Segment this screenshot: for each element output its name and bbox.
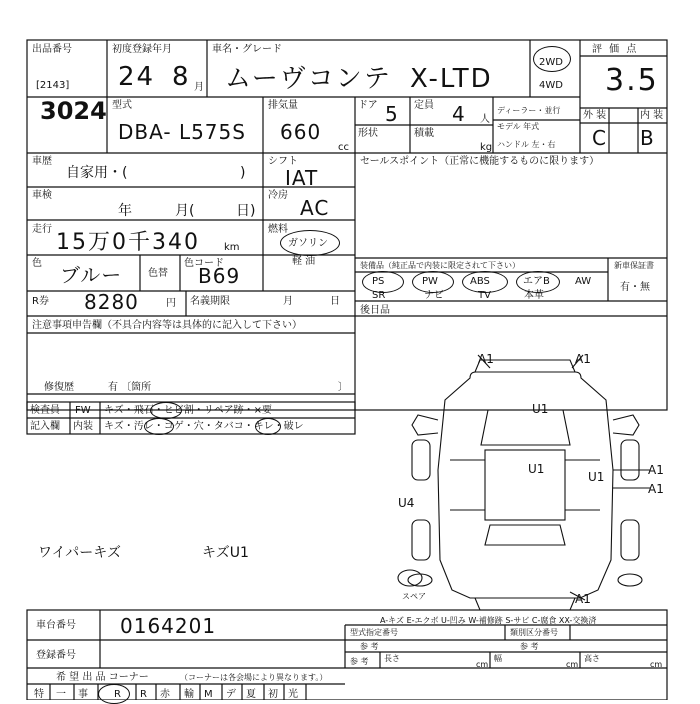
mileage: 15万0千340 bbox=[56, 230, 200, 255]
capacity-label: 定員 bbox=[414, 100, 434, 111]
corner-item-9: 初 bbox=[268, 689, 278, 700]
inspector-row2: キズ・汚レ・コゲ・穴・タバコ・キレ・破レ bbox=[104, 421, 304, 432]
first-reg-month: 8 bbox=[172, 62, 191, 92]
recycle-label: R券 bbox=[32, 296, 49, 307]
mark-u4-left: U4 bbox=[398, 496, 415, 510]
stain-circle bbox=[144, 418, 174, 435]
drive-2wd-circle bbox=[533, 46, 571, 72]
color-code-label: 色コード bbox=[184, 258, 224, 269]
capacity: 4 bbox=[452, 102, 466, 126]
first-reg-label: 初度登録年月 bbox=[112, 44, 172, 55]
mark-a1-front-left: A1 bbox=[478, 352, 494, 366]
corner-note: （コーナーは各会場により異なります。） bbox=[180, 673, 328, 682]
displacement-label: 排気量 bbox=[268, 100, 298, 111]
usage-label: 車歴 bbox=[32, 156, 52, 167]
interior-label: 内 装 bbox=[640, 110, 664, 121]
sales-point-label: セールスポイント（正常に機能するものに限ります） bbox=[360, 156, 600, 167]
inspection-year: 年 bbox=[118, 203, 132, 219]
km-unit: km bbox=[224, 242, 240, 253]
fuel-gas: ガソリン bbox=[288, 238, 328, 249]
ac-value: AC bbox=[300, 196, 330, 220]
corner-item-5: 輸 bbox=[184, 689, 194, 700]
note-line-2: キズU1 bbox=[202, 545, 249, 561]
corner-item-r: R bbox=[114, 689, 121, 700]
person-unit: 人 bbox=[480, 114, 490, 125]
corner-item-6: M bbox=[204, 689, 213, 700]
mark-u1-roof: U1 bbox=[528, 462, 545, 476]
repair-close: 〕 bbox=[338, 382, 348, 393]
equip-sr: SR bbox=[372, 290, 386, 301]
fuel-label: 燃料 bbox=[268, 224, 288, 235]
inspector-interior: 内装 bbox=[73, 421, 93, 432]
model-year-label: モデル 年式 bbox=[497, 122, 540, 131]
spare-label: スペア bbox=[402, 592, 426, 601]
usage-close: ) bbox=[240, 165, 246, 181]
lot-label: 出品番号 bbox=[32, 44, 72, 55]
type-cert-label: 型式指定番号 bbox=[350, 628, 398, 637]
usage: 自家用・( bbox=[66, 165, 128, 181]
height-label: 高さ bbox=[584, 654, 600, 663]
kg-unit: kg bbox=[480, 142, 493, 153]
car-diagram bbox=[398, 352, 650, 610]
equipment-label: 装備品（純正品で内装に限定されて下さい） bbox=[360, 261, 520, 270]
corner-item-1: 一 bbox=[56, 689, 66, 700]
doors: 5 bbox=[385, 102, 399, 126]
drive-4wd: 4WD bbox=[539, 80, 563, 91]
equip-abs: ABS bbox=[470, 276, 490, 287]
notes-label: 注意事項申告欄（不具合内容等は具体的に記入して下さい） bbox=[32, 320, 302, 331]
drive-2wd: 2WD bbox=[539, 57, 563, 68]
length-cm: cm bbox=[476, 660, 489, 669]
mark-u1-right: U1 bbox=[588, 470, 605, 484]
color-code: B69 bbox=[198, 264, 241, 288]
recycle-value: 8280 bbox=[84, 290, 139, 314]
lot-small: [2143] bbox=[36, 80, 70, 91]
displacement: 660 bbox=[280, 120, 322, 144]
type-cert-ref: 参 考 bbox=[360, 642, 379, 651]
equip-leather: 本革 bbox=[524, 290, 544, 301]
aftermarket-label: 後日品 bbox=[360, 305, 390, 316]
corner-label: 希 望 出 品 コーナー bbox=[56, 672, 149, 683]
shape-label: 形状 bbox=[358, 128, 378, 139]
corner-item-0: 特 bbox=[34, 689, 44, 700]
inspection-day: 日) bbox=[236, 203, 256, 219]
repair-value: 有 〔箇所 bbox=[108, 382, 152, 393]
inspection-label: 車検 bbox=[32, 190, 52, 201]
interior-grade: B bbox=[640, 126, 655, 150]
corner-item-2: 事 bbox=[78, 689, 88, 700]
corner-circle bbox=[98, 684, 130, 704]
reg-label: 登録番号 bbox=[36, 650, 76, 661]
height-cm: cm bbox=[650, 660, 663, 669]
class-label: 類別区分番号 bbox=[510, 628, 558, 637]
model: DBA- L575S bbox=[118, 120, 246, 144]
color-label: 色 bbox=[32, 258, 42, 269]
width-cm: cm bbox=[566, 660, 579, 669]
equip-navi: ナビ bbox=[424, 290, 444, 301]
color-value: ブルー bbox=[60, 263, 123, 287]
shift: IAT bbox=[285, 166, 319, 190]
equip-pw: PW bbox=[422, 276, 438, 287]
deadline-month: 月 bbox=[283, 296, 293, 307]
equip-tv: TV bbox=[478, 290, 491, 301]
new-car-cert-label: 新車保証書 bbox=[614, 261, 654, 270]
color-change-label: 色替 bbox=[148, 268, 168, 279]
grade: X-LTD bbox=[410, 64, 493, 94]
chassis-label: 車台番号 bbox=[36, 620, 76, 631]
exterior-label: 外 装 bbox=[583, 110, 607, 121]
note-line-1: ワイパーキズ bbox=[38, 545, 122, 561]
equip-airbag: エアB bbox=[523, 276, 550, 287]
inspector-label-2: 記入欄 bbox=[30, 421, 60, 432]
handle-label: ハンドル 左・右 bbox=[497, 140, 556, 149]
chip-circle bbox=[150, 402, 182, 419]
length-label: 長さ bbox=[384, 654, 400, 663]
equip-ps: PS bbox=[372, 276, 385, 287]
corner-item-7: デ bbox=[226, 689, 236, 700]
deadline-day: 日 bbox=[330, 296, 340, 307]
diagram-legend: A-キズ E-エクボ U-凹み W-補修跡 S-サビ C-腐食 XX-交換済 bbox=[380, 616, 597, 625]
corner-item-8: 夏 bbox=[246, 689, 256, 700]
lot-number: 3024 bbox=[40, 97, 107, 125]
ref-label: 参 考 bbox=[350, 657, 369, 666]
exterior-grade: C bbox=[592, 126, 607, 150]
inspector-label-1: 検査員 bbox=[30, 405, 60, 416]
score: 3.5 bbox=[605, 63, 659, 98]
inspector-fw: FW bbox=[75, 405, 91, 416]
width-label: 幅 bbox=[494, 654, 502, 663]
yen-unit: 円 bbox=[166, 298, 176, 309]
mark-a1-right-1: A1 bbox=[648, 463, 664, 477]
cert-value: 有・無 bbox=[620, 282, 650, 293]
fuel-gas-circle bbox=[280, 230, 340, 256]
repair-label: 修復歴 bbox=[44, 382, 74, 393]
mileage-label: 走行 bbox=[32, 224, 52, 235]
month-unit: 月 bbox=[194, 82, 204, 93]
name-label: 車名・グレード bbox=[212, 44, 282, 55]
burn-circle bbox=[255, 418, 281, 435]
car-name: ムーヴコンテ bbox=[225, 64, 392, 94]
model-label: 型式 bbox=[112, 100, 132, 111]
score-label: 評 価 点 bbox=[592, 44, 639, 55]
fuel-diesel: 軽 油 bbox=[292, 256, 316, 267]
corner-item-3: R bbox=[140, 689, 147, 700]
doors-label: ドア bbox=[358, 100, 378, 111]
corner-item-4: 赤 bbox=[160, 689, 170, 700]
first-reg-year: 24 bbox=[118, 62, 156, 92]
shift-label: シフト bbox=[268, 156, 298, 167]
load-label: 積載 bbox=[414, 128, 434, 139]
mark-a1-front-right: A1 bbox=[575, 352, 591, 366]
class-ref: 参 考 bbox=[520, 642, 539, 651]
inspector-row1: キズ・飛石・ヒビ割・リペア跡・×要 bbox=[104, 405, 272, 416]
chassis-number: 0164201 bbox=[120, 614, 217, 638]
mark-a1-rear: A1 bbox=[575, 592, 591, 606]
mark-a1-right-2: A1 bbox=[648, 482, 664, 496]
corner-item-10: 光 bbox=[288, 689, 298, 700]
inspection-month: 月( bbox=[175, 203, 195, 219]
ac-label: 冷房 bbox=[268, 190, 288, 201]
equip-aw: AW bbox=[575, 276, 592, 287]
cc-unit: cc bbox=[338, 142, 349, 153]
dealer-label: ディーラー・並行 bbox=[497, 106, 561, 115]
deadline-label: 名義期限 bbox=[190, 296, 230, 307]
mark-u1-hood: U1 bbox=[532, 402, 549, 416]
